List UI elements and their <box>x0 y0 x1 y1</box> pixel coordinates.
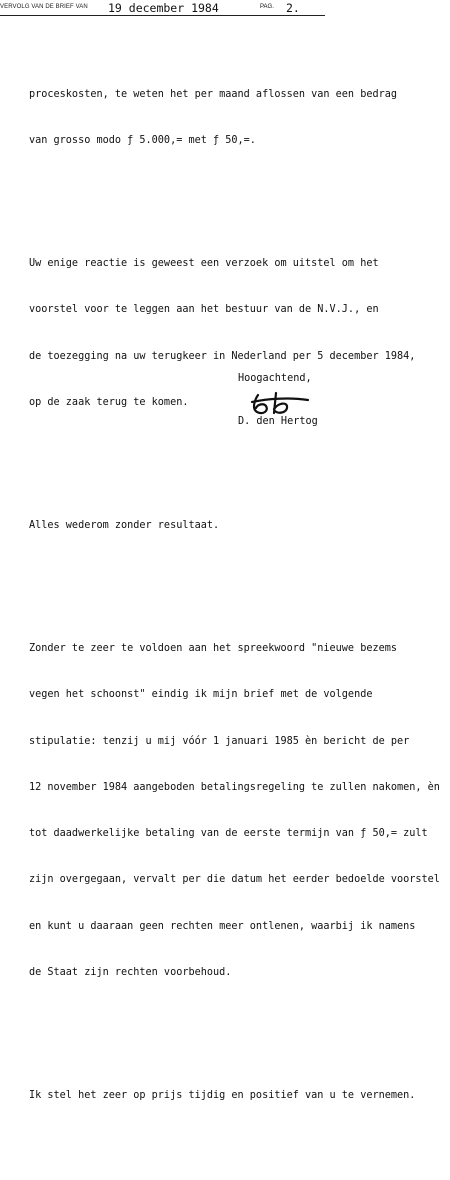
text-line: de toezegging na uw terugkeer in Nederland per 5 december 1984, <box>29 350 416 362</box>
text-line: tot daadwerkelijke betaling van de eerste termijn van ƒ 50,= zult <box>29 828 428 840</box>
text-line: de Staat zijn rechten voorbehoud. <box>29 966 232 978</box>
page-number: 2. <box>286 1 300 15</box>
letter-date: 19 december 1984 <box>108 1 219 15</box>
continuation-label: VERVOLG VAN DE BRIEF VAN <box>0 4 88 10</box>
text-line: op de zaak terug te komen. <box>29 396 189 408</box>
paragraph <box>29 1057 449 1134</box>
letter-body <box>29 25 449 1180</box>
page-label: PAG. <box>260 4 274 10</box>
signer-name: D. den Hertog <box>238 416 318 427</box>
text-line: 12 november 1984 aangeboden betalingsregeling te zullen nakomen, èn <box>29 781 440 793</box>
text-line: Ik stel het zeer op prijs tijdig en positief van u te vernemen. <box>29 1089 416 1101</box>
text-line: en kunt u daaraan geen rechten meer ontlenen, waarbij ik namens <box>29 920 416 932</box>
closing-salutation: Hoogachtend, <box>238 373 312 384</box>
paragraph <box>29 610 449 1011</box>
text-line: Uw enige reactie is geweest een verzoek om uitstel om het <box>29 258 379 270</box>
paragraph <box>29 225 449 441</box>
text-line: stipulatie: tenzij u mij vóór 1 januari 1985 èn bericht de per <box>29 735 410 747</box>
text-line: vegen het schoonst" eindig ik mijn brief met de volgende <box>29 689 373 701</box>
text-line: voorstel voor te leggen aan het bestuur van de N.V.J., en <box>29 304 379 316</box>
text-line: Zonder te zeer te voldoen aan het spreekwoord "nieuwe bezems <box>29 643 398 655</box>
paragraph <box>29 487 449 564</box>
text-line: proceskosten, te weten het per maand aflossen van een bedrag <box>29 88 398 100</box>
text-line: zijn overgegaan, vervalt per die datum het eerder bedoelde voorstel <box>29 874 440 886</box>
header-rule <box>0 15 325 16</box>
handwritten-signature <box>244 387 334 417</box>
text-line: Alles wederom zonder resultaat. <box>29 519 220 531</box>
paragraph <box>29 56 449 179</box>
text-line: van grosso modo ƒ 5.000,= met ƒ 50,=. <box>29 134 256 146</box>
